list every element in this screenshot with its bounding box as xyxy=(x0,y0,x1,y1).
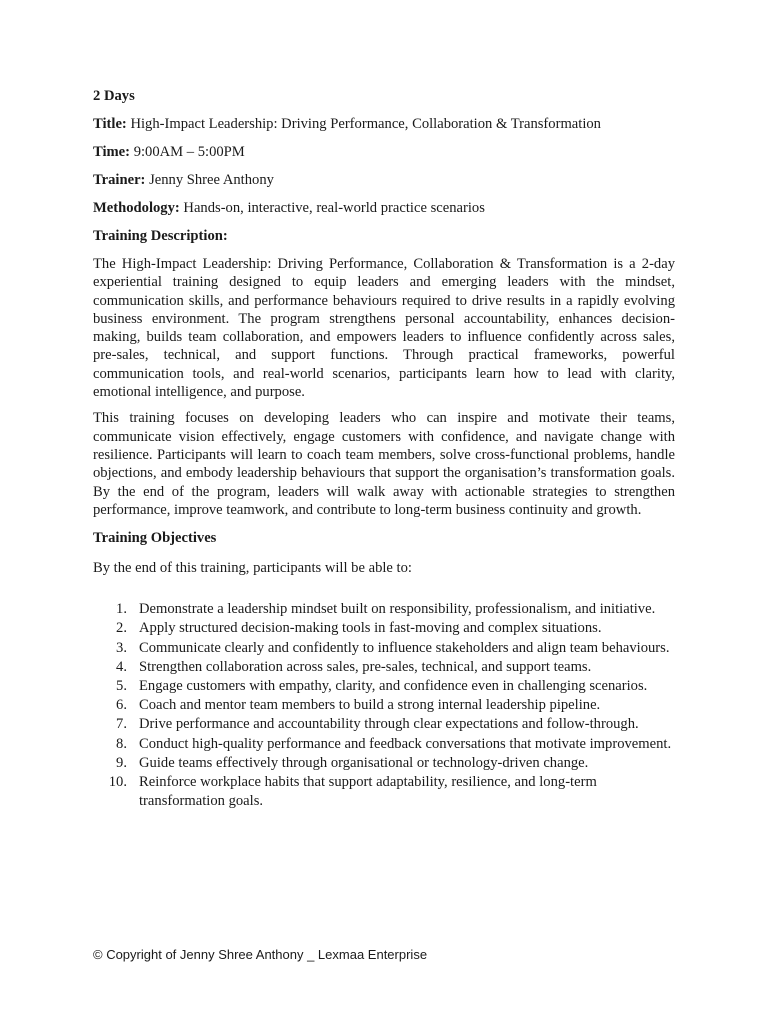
time-label: Time: xyxy=(93,144,131,160)
objectives-list xyxy=(93,600,675,811)
title-label: Title: xyxy=(93,116,127,132)
list-item: 5. Engage customers with empathy, clarity, and confidence even in challenging scenarios. xyxy=(116,677,648,694)
trainer-label: Trainer: xyxy=(93,172,146,188)
title-value: High-Impact Leadership: Driving Performance, Collaboration & Transformation xyxy=(130,116,601,132)
trainer-value: Jenny Shree Anthony xyxy=(149,172,274,188)
list-item: 6. Coach and mentor team members to build a strong internal leadership pipeline. xyxy=(116,697,601,714)
copyright-footer: © Copyright of Jenny Shree Anthony _ Lexmaa Enterprise xyxy=(93,947,428,962)
list-item: 3. Communicate clearly and confidently to influence stakeholders and align team behaviours. xyxy=(116,639,670,656)
trainer-line xyxy=(93,171,675,190)
title-line xyxy=(93,115,675,134)
list-item: 9. Guide teams effectively through organisational or technology-driven change. xyxy=(116,754,589,771)
list-item: 1. Demonstrate a leadership mindset built on responsibility, professionalism, and initiative. xyxy=(116,601,656,618)
description-paragraph-1: The High-Impact Leadership: Driving Performance, Collaboration & Transformation is a 2-day experiential training designed to equip leaders and emerging leaders with the mindset, communication skills, and performance behaviours required to drive results in a rapidly evolving business environment. The program strengthens personal accountability, enhances decision-making, builds team collaboration, and empowers leaders to influence confidently across sales, pre-sales, technical, and support functions. Through practical frameworks, powerful communication tools, and real-world scenarios, participants learn how to lead with clarity, emotional intelligence, and purpose. xyxy=(93,256,675,401)
duration-heading: 2 Days xyxy=(93,88,135,104)
list-item: 4. Strengthen collaboration across sales, pre-sales, technical, and support teams. xyxy=(116,658,592,675)
list-item: 10. Reinforce workplace habits that support adaptability, resilience, and long-term transformation goals. xyxy=(108,773,597,810)
time-line xyxy=(93,143,675,162)
objectives-intro: By the end of this training, participants will be able to: xyxy=(93,560,412,577)
objectives-heading: Training Objectives xyxy=(93,530,217,547)
list-item: 2. Apply structured decision-making tools in fast-moving and complex situations. xyxy=(116,620,602,637)
methodology-label: Methodology: xyxy=(93,200,180,216)
document-page xyxy=(93,87,675,811)
description-paragraph-2: This training focuses on developing leaders who can inspire and motivate their teams, communicate vision effectively, engage customers with confidence, and navigate change with resilience. Participants will learn to coach team members, solve cross-functional problems, handle objections, and embody leadership behaviours that support the organisation’s transformation goals. By the end of the program, leaders will walk away with actionable strategies to strengthen performance, improve teamwork, and contribute to long-term business continuity and growth. xyxy=(93,410,675,518)
list-item: 8. Conduct high-quality performance and feedback conversations that motivate improvement. xyxy=(116,735,672,752)
list-item: 7. Drive performance and accountability through clear expectations and follow-through. xyxy=(116,716,639,733)
time-value: 9:00AM – 5:00PM xyxy=(133,144,245,160)
description-heading: Training Description: xyxy=(93,228,228,244)
methodology-line xyxy=(93,199,675,218)
methodology-value: Hands-on, interactive, real-world practice scenarios xyxy=(183,200,485,216)
